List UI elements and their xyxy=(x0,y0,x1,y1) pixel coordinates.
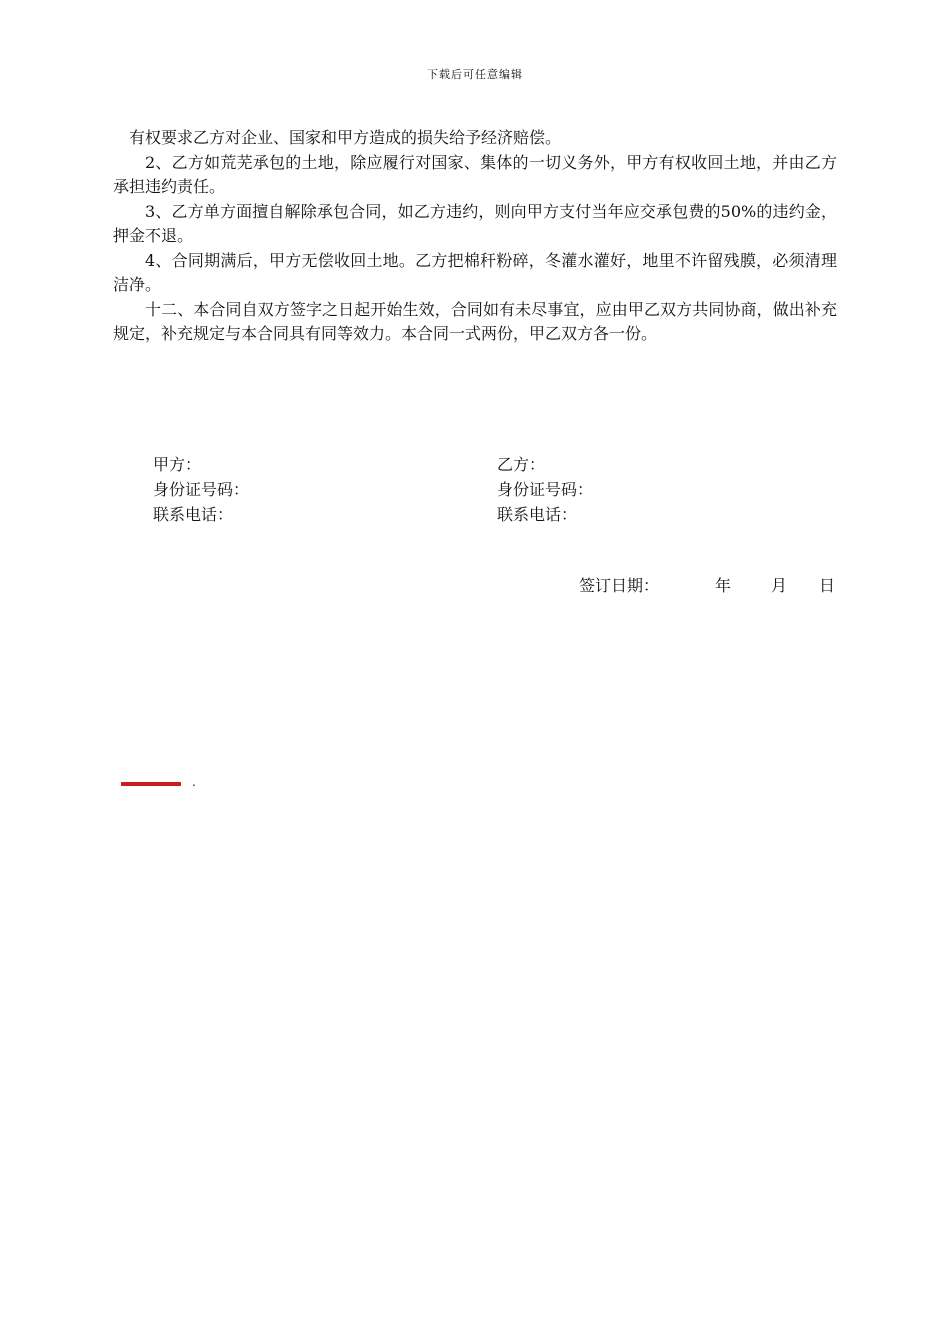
party-a-id-label: 身份证号码： xyxy=(153,480,250,499)
signing-date-month: 月 xyxy=(771,576,788,595)
party-a-phone-label: 联系电话： xyxy=(153,505,234,524)
paragraph-clause-2: 2、乙方如荒芜承包的土地，除应履行对国家、集体的一切义务外，甲方有权收回土地，并由乙方承担违约责任。 xyxy=(113,152,837,196)
party-b-id-label: 身份证号码： xyxy=(497,480,594,499)
footer-dot: . xyxy=(192,775,196,789)
party-b-signature-block xyxy=(497,452,593,527)
signing-date-label: 签订日期： xyxy=(579,576,660,595)
signing-date-day: 日 xyxy=(819,576,836,595)
party-b-phone-label: 联系电话： xyxy=(497,505,578,524)
paragraph-clause-3: 3、乙方单方面擅自解除承包合同，如乙方违约，则向甲方支付当年应交承包费的50%的违约金，押金不退。 xyxy=(113,201,837,245)
paragraph-compensation: 有权要求乙方对企业、国家和甲方造成的损失给予经济赔偿。 xyxy=(129,128,562,147)
page-header: 下载后可任意编辑 xyxy=(427,68,523,81)
party-a-name-label: 甲方： xyxy=(153,455,202,474)
paragraph-section-12: 十二、本合同自双方签字之日起开始生效，合同如有未尽事宜，应由甲乙双方共同协商，做出补充规定，补充规定与本合同具有同等效力。本合同一式两份，甲乙双方各一份。 xyxy=(113,299,837,343)
signing-date-year: 年 xyxy=(715,576,732,595)
contract-body xyxy=(113,126,837,347)
paragraph-clause-4: 4、合同期满后，甲方无偿收回土地。乙方把棉秆粉碎，冬灌水灌好，地里不许留残膜，必须清理洁净。 xyxy=(113,250,837,294)
party-b-name-label: 乙方： xyxy=(497,455,546,474)
footer-red-bar xyxy=(121,782,181,786)
party-a-signature-block xyxy=(153,452,249,527)
signing-date xyxy=(579,575,835,597)
